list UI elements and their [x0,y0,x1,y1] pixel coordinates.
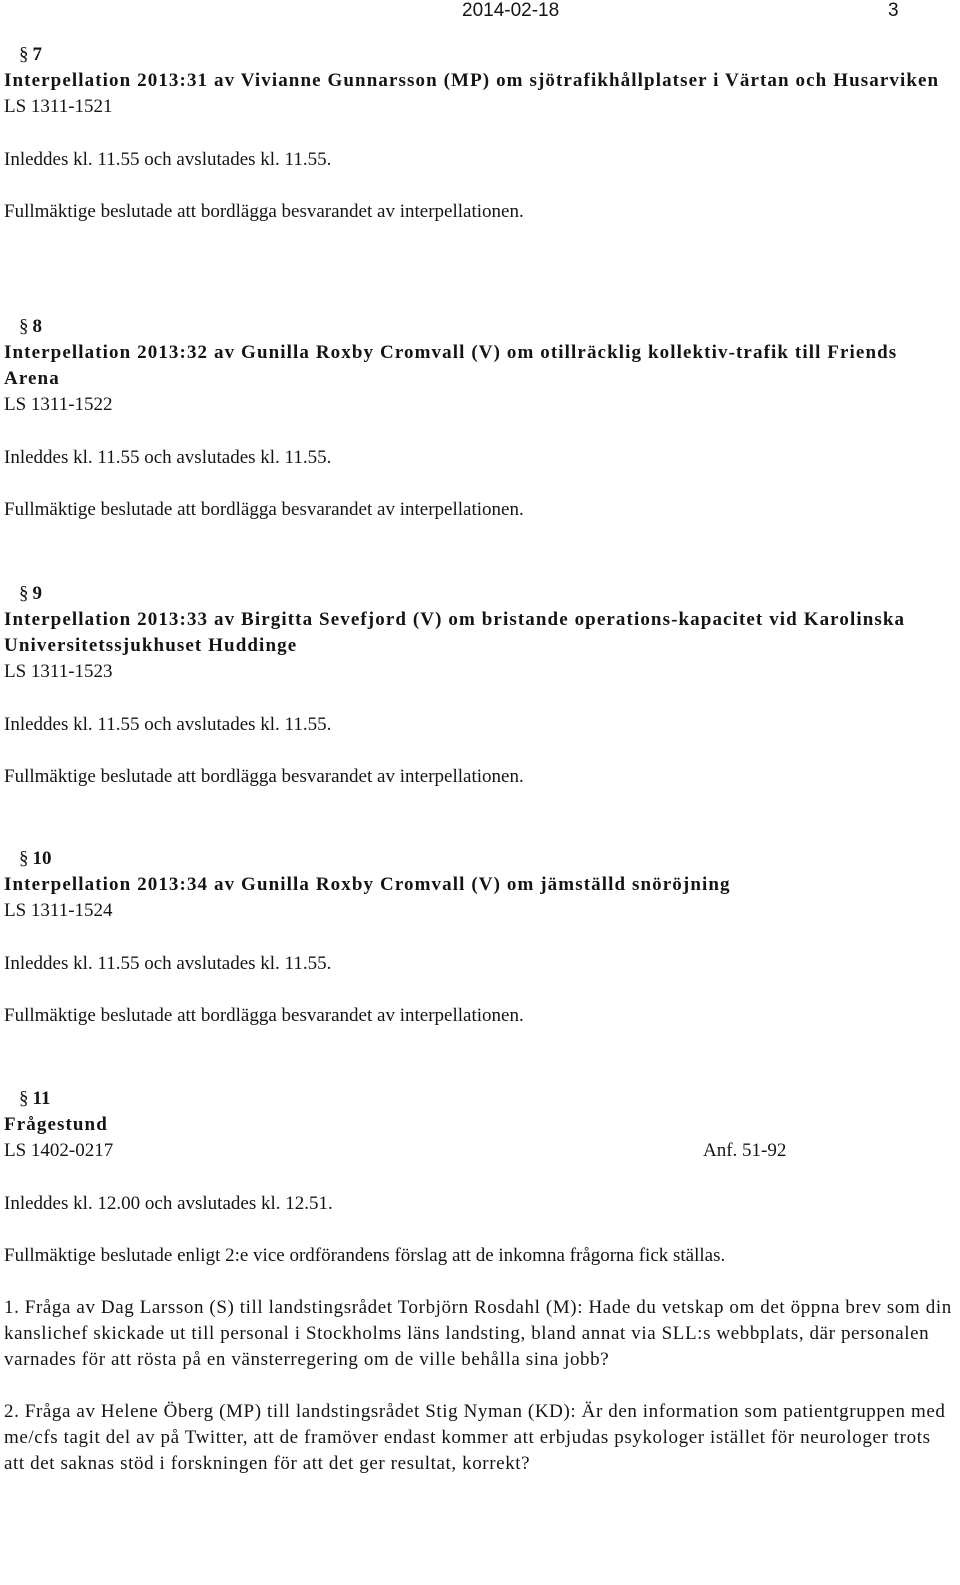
question-2: 2. Fråga av Helene Öberg (MP) till landstingsrådet Stig Nyman (KD): Är den information som patientgruppen med me/cfs tagit del av på Twitter, att de framöver endast kommer att erbjudas psykologer istället för neurologer trots att det saknas stöd i forskningen för att det ger resultat, korrekt? [4,1401,946,1474]
section-7 [4,42,954,225]
case-reference: LS 1311-1521 [4,96,113,117]
section-symbol: § [19,583,29,604]
decision-text: Fullmäktige beslutade att bordlägga besvarandet av interpellationen. [4,201,524,222]
time-note: Inleddes kl. 11.55 och avslutades kl. 11.55. [4,953,332,974]
question-1: 1. Fråga av Dag Larsson (S) till landstingsrådet Torbjörn Rosdahl (M): Hade du vetskap om det öppna brev som din kanslichef skickade ut till personal i Stockholms läns landsting, bland annat via SLL:s webbplats, där personalen varnades för att rösta på en vänsterregering om de ville behålla sina jobb? [4,1297,952,1370]
time-note: Inleddes kl. 12.00 och avslutades kl. 12.51. [4,1193,333,1214]
decision-text: Fullmäktige beslutade att bordlägga besvarandet av interpellationen. [4,1005,524,1026]
header-date: 2014-02-18 [462,0,560,21]
section-number: 11 [32,1088,51,1109]
section-symbol: § [19,1088,29,1109]
case-reference: LS 1311-1523 [4,661,113,682]
section-number: 7 [32,44,42,65]
section-title: Interpellation 2013:33 av Birgitta Sevefjord (V) om bristande operations-kapacitet vid Karolinska Universitetssjukhuset Huddinge [4,609,906,656]
section-9 [4,581,954,790]
section-number: 10 [32,848,52,869]
section-10 [4,846,954,1029]
case-reference: LS 1311-1524 [4,900,113,921]
time-note: Inleddes kl. 11.55 och avslutades kl. 11.55. [4,447,332,468]
decision-text: Fullmäktige beslutade enligt 2:e vice ordförandens förslag att de inkomna frågorna fick ställas. [4,1245,726,1266]
section-8 [4,314,954,523]
section-11 [4,1086,954,1477]
section-number: 9 [32,583,42,604]
section-title: Interpellation 2013:32 av Gunilla Roxby Cromvall (V) om otillräcklig kollektiv-trafik till Friends Arena [4,342,898,389]
case-reference-row [4,1138,954,1164]
section-number: 8 [32,316,42,337]
anf-reference: Anf. 51-92 [703,1140,787,1161]
time-note: Inleddes kl. 11.55 och avslutades kl. 11.55. [4,714,332,735]
section-title: Interpellation 2013:34 av Gunilla Roxby Cromvall (V) om jämställd snöröjning [4,874,731,895]
header-page-number: 3 [888,0,899,21]
section-title: Interpellation 2013:31 av Vivianne Gunnarsson (MP) om sjötrafikhållplatser i Värtan och Husarviken [4,70,940,91]
section-symbol: § [19,44,29,65]
section-symbol: § [19,316,29,337]
section-title: Frågestund [4,1114,108,1135]
case-reference: LS 1402-0217 [4,1140,114,1161]
decision-text: Fullmäktige beslutade att bordlägga besvarandet av interpellationen. [4,766,524,787]
decision-text: Fullmäktige beslutade att bordlägga besvarandet av interpellationen. [4,499,524,520]
section-symbol: § [19,848,29,869]
case-reference: LS 1311-1522 [4,394,113,415]
time-note: Inleddes kl. 11.55 och avslutades kl. 11.55. [4,149,332,170]
